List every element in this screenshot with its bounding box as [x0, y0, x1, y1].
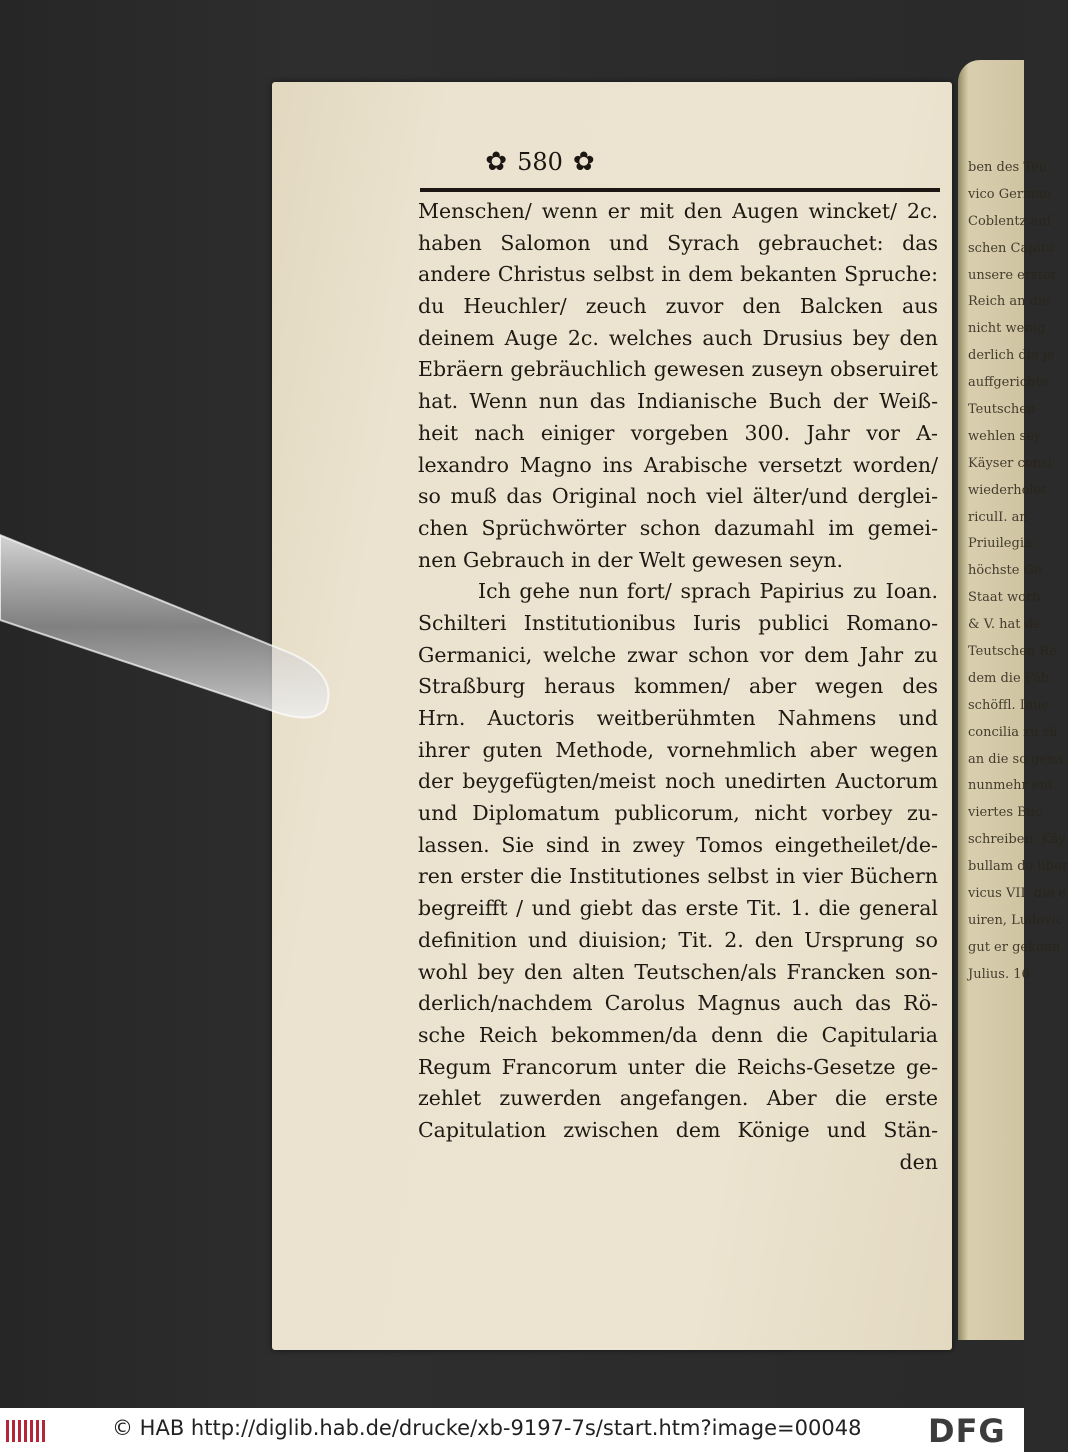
text-line: Germanici, welche zwar schon vor dem Jahr zu [418, 642, 938, 667]
ornament-right-icon: ✿ [572, 147, 595, 177]
next-page-line: unsere erster [968, 267, 1057, 283]
next-page-line: Käyser consi [968, 455, 1052, 471]
text-line: heit nach einiger vorgeben 300. Jahr vor A- [418, 420, 938, 445]
copyright-link[interactable]: © HAB http://diglib.hab.de/drucke/xb-9197-7s/start.htm?image=00048 [112, 1416, 862, 1440]
catchword: den [899, 1149, 938, 1174]
text-line: du Heuchler/ zeuch zuvor den Balcken aus [418, 294, 938, 319]
next-page-line: Reich an die [968, 294, 1050, 310]
text-line: lassen. Sie sind in zwey Tomos eingetheilet/de- [418, 832, 938, 857]
viewer-footer [0, 1408, 1024, 1452]
text-line: Ich gehe nun fort/ sprach Papirius zu Ioan. [478, 579, 938, 604]
next-page-line: vicus VII. die e [968, 886, 1066, 902]
text-line: ren erster die Institutiones selbst in vier Büchern [418, 864, 938, 889]
text-line: sche Reich bekommen/da denn die Capitularia [418, 1022, 938, 1047]
text-line: Regum Francorum unter die Reichs-Gesetze ge- [418, 1054, 938, 1079]
next-page-line: derlich die je [968, 348, 1055, 364]
next-page-line: Julius. 16 [968, 966, 1030, 982]
ornament-left-icon: ✿ [485, 147, 508, 177]
text-line: zehlet zuwerden angefangen. Aber die erste [418, 1086, 938, 1111]
next-page-line: nicht wenig [968, 321, 1046, 337]
next-page-text [968, 155, 1068, 989]
next-page-line: gut er gekönn [968, 939, 1061, 955]
header-rule [420, 188, 940, 192]
text-line: Hrn. Auctoris weitberühmten Nahmens und [418, 706, 938, 730]
text-line: der beygefügten/meist noch unedirten Auctorum [418, 769, 938, 794]
next-page-line: & V. hat de [968, 617, 1041, 633]
next-page-line: uiren, Ludovic [968, 912, 1064, 928]
text-line: andere Christus selbst in dem bekanten Spruche: [418, 262, 938, 287]
next-page-line: viertes Buc [968, 805, 1043, 821]
page-body-text [418, 196, 938, 1178]
next-page-line: wehlen sey [968, 428, 1042, 444]
text-line: deinem Auge 2c. welches auch Drusius bey den [418, 325, 938, 350]
text-line: Menschen/ wenn er mit den Augen wincket/ 2c. [418, 199, 938, 223]
next-page-edge [958, 60, 1068, 1340]
next-page-line: riculI. an [968, 509, 1028, 525]
next-page-line: an die so gena [968, 751, 1064, 767]
text-line: so muß das Original noch viel älter/und derglei- [418, 484, 938, 509]
next-page-line: Priuilegia [968, 536, 1032, 552]
text-line: hat. Wenn nun das Indianische Buch der Weiß- [418, 389, 938, 414]
dfg-logo: DFG [928, 1412, 1006, 1450]
text-line: Ebräern gebräuchlich gewesen zuseyn obseruiret [418, 357, 938, 382]
next-page-line: concilia zu sü [968, 724, 1058, 740]
next-page-line: Coblentz auf [968, 213, 1052, 229]
text-line: und Diplomatum publicorum, nicht vorbey zu- [418, 801, 938, 826]
text-line: lexandro Magno ins Arabische versetzt worden/ [418, 452, 938, 477]
text-line: nen Gebrauch in der Welt gewesen seyn. [418, 547, 844, 572]
next-page-line: bullam de liber [968, 859, 1068, 875]
next-page-line: schreiben. Käy [968, 832, 1066, 848]
page-header [330, 140, 750, 184]
text-line: Capitulation zwischen dem Könige und Stän- [418, 1117, 938, 1142]
text-line: begreifft / und giebt das erste Tit. 1. die general [418, 896, 938, 921]
next-page-line: dem die Päb [968, 670, 1050, 686]
text-line: derlich/nachdem Carolus Magnus auch das Rö- [418, 991, 938, 1016]
text-line: ihrer guten Methode, vornehmlich aber wegen [418, 737, 938, 762]
next-page-line: höchste Ge [968, 563, 1042, 579]
text-line: chen Sprüchwörter schon dazumahl im gemei- [418, 515, 938, 540]
next-page-line: nunmehr ent [968, 778, 1054, 794]
text-line: wohl bey den alten Teutschen/als Francken son- [418, 959, 938, 984]
hab-barcode-logo-icon [6, 1418, 46, 1444]
page-number: 580 [517, 148, 563, 176]
next-page-line: auffgerichte [968, 375, 1049, 391]
next-page-line: vico German [968, 186, 1052, 202]
text-line: definition und diuision; Tit. 2. den Ursprung so [418, 927, 938, 952]
text-line: Straßburg heraus kommen/ aber wegen des [418, 674, 938, 699]
next-page-line: Teutschen Re [968, 644, 1057, 660]
next-page-line: ben des Teu [968, 160, 1048, 175]
next-page-line: Staat worb [968, 590, 1041, 606]
text-line: haben Salomon und Syrach gebrauchet: das [418, 230, 938, 255]
glass-pointer-tool [0, 525, 345, 715]
text-line: Schilteri Institutionibus Iuris publici Romano- [418, 610, 938, 635]
next-page-line: schen Capitu [968, 240, 1055, 256]
next-page-line: Teutschen [968, 402, 1036, 418]
next-page-line: wiederholet [968, 482, 1047, 498]
next-page-line: schöffl. Inue [968, 697, 1050, 713]
